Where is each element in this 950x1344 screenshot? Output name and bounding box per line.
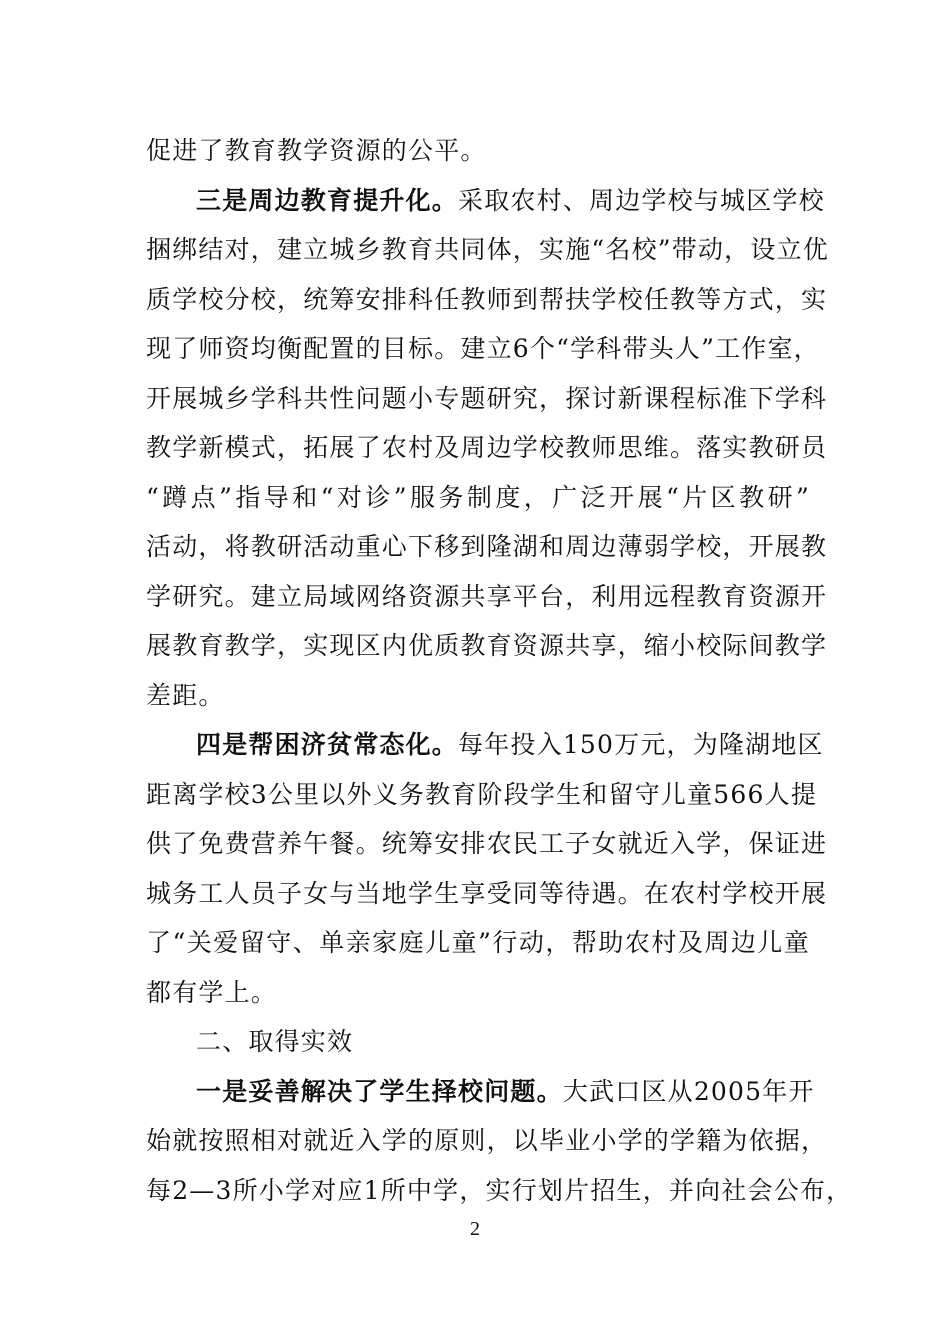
text-line	[146, 423, 828, 473]
paragraph-heading-line	[146, 1067, 815, 1117]
text-line	[146, 770, 818, 820]
line-text: 采取农村、周边学校与城区学校	[458, 185, 825, 215]
bold-lead-in: 四是帮困济贫常态化。	[196, 730, 459, 759]
line-text: 每2—3所小学对应1所中学，实行划片招生，并向社会公布，	[146, 1175, 853, 1205]
line-text: 活动，将教研活动重心下移到隆湖和周边薄弱学校，开展教	[146, 532, 828, 561]
bold-lead-in: 一是妥善解决了学生择校问题。	[196, 1076, 563, 1106]
text-line	[146, 1166, 853, 1216]
text-line	[146, 1116, 828, 1166]
text-line	[146, 621, 828, 671]
line-text: 供了免费营养午餐。统筹安排农民工子女就近入学，保证进	[146, 829, 828, 858]
line-text: 差距。	[146, 680, 225, 710]
section-heading-text: 二、取得实效	[196, 1027, 354, 1056]
text-line	[146, 819, 828, 869]
text-line	[146, 869, 828, 919]
line-text: 促进了教育教学资源的公平。	[146, 136, 487, 165]
page-number: 2	[470, 1218, 480, 1240]
line-text: 始就按照相对就近入学的原则，以毕业小学的学籍为依据，	[146, 1126, 828, 1155]
line-text: 了“关爱留守、单亲家庭儿童”行动，帮助农村及周边儿童	[146, 928, 810, 957]
line-text: “蹲点”指导和“对诊”服务制度，广泛开展“片区教研”	[146, 482, 810, 512]
line-text: 每年投入150万元，为隆湖地区	[458, 730, 824, 759]
text-line	[146, 671, 810, 721]
line-text: 教学新模式，拓展了农村及周边学校教师思维。落实教研员	[146, 433, 828, 462]
text-line	[146, 275, 828, 325]
paragraph-heading-line	[146, 176, 825, 226]
paragraph-heading-line	[146, 720, 824, 770]
text-line	[146, 473, 810, 523]
line-text: 现了师资均衡配置的目标。建立6个“学科带头人”工作室，	[146, 334, 820, 363]
line-text: 捆绑结对，建立城乡教育共同体，实施“名校”带动，设立优	[146, 235, 829, 264]
line-text: 距离学校3公里以外义务教育阶段学生和留守儿童566人提	[146, 779, 818, 809]
body-text	[146, 126, 853, 1215]
text-line	[146, 126, 810, 176]
line-text: 城务工人员子女与当地学生享受同等待遇。在农村学校开展	[146, 878, 828, 908]
text-line	[146, 918, 810, 968]
line-text: 都有学上。	[146, 977, 278, 1007]
text-line	[146, 522, 828, 572]
text-line	[146, 374, 828, 424]
line-text: 学研究。建立局域网络资源共享平台，利用远程教育资源开	[146, 581, 828, 611]
section-heading	[146, 1017, 810, 1067]
line-text: 质学校分校，统筹安排科任教师到帮扶学校任教等方式，实	[146, 284, 828, 314]
line-text: 展教育教学，实现区内优质教育资源共享，缩小校际间教学	[146, 631, 828, 660]
line-text: 开展城乡学科共性问题小专题研究，探讨新课程标准下学科	[146, 383, 828, 413]
text-line	[146, 968, 810, 1018]
text-line	[146, 225, 829, 275]
bold-lead-in: 三是周边教育提升化。	[196, 185, 459, 215]
text-line	[146, 324, 820, 374]
text-line	[146, 572, 828, 622]
line-text: 大武口区从2005年开	[562, 1076, 815, 1106]
